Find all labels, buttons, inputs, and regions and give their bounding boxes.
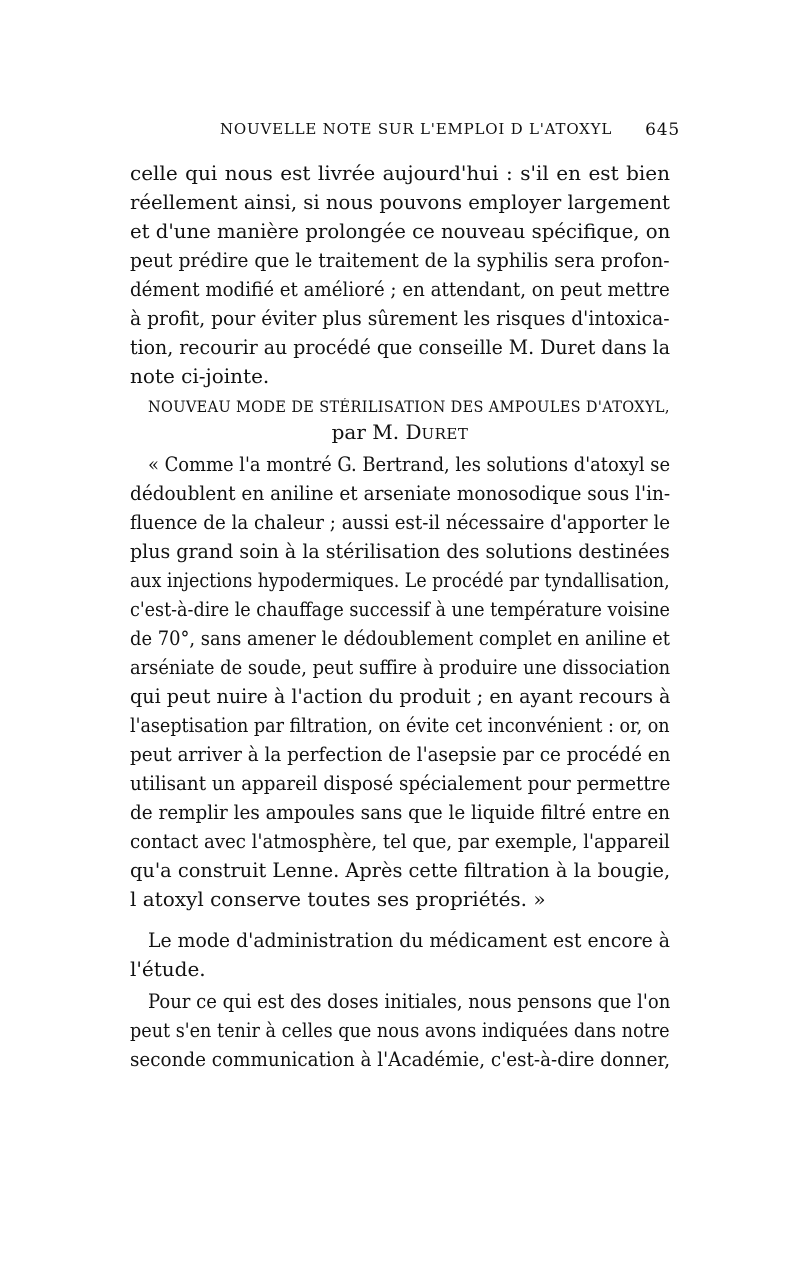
text-line: contact avec l'atmosphère, tel que, par exemple, l'appareil bbox=[130, 829, 670, 853]
text-line: peut prédire que le traitement de la syphilis sera profon- bbox=[130, 248, 670, 272]
text-line: utilisant un appareil disposé spécialement pour permettre bbox=[130, 771, 671, 795]
text-line: note ci-jointe. bbox=[130, 364, 270, 388]
text-line: seconde communication à l'Académie, c'est-à-dire donner, bbox=[130, 1047, 671, 1071]
text-line: et d'une manière prolongée ce nouveau spécifique, on bbox=[130, 219, 671, 243]
text-line: celle qui nous est livrée aujourd'hui : s'il en est bien bbox=[130, 161, 670, 185]
text-line: de remplir les ampoules sans que le liquide filtré entre en bbox=[130, 800, 670, 824]
text-line: peut s'en tenir à celles que nous avons indiquées dans notre bbox=[130, 1018, 670, 1042]
text-line: plus grand soin à la stérilisation des solutions destinées bbox=[130, 539, 670, 563]
text-line: Le mode d'administration du médicament est encore à bbox=[148, 928, 671, 952]
page-number: 645 bbox=[645, 120, 680, 140]
text-line: dédoublent en aniline et arseniate monosodique sous l'in- bbox=[130, 481, 671, 505]
text-line: c'est-à-dire le chauffage successif à une température voisine bbox=[130, 597, 670, 621]
text-line: arséniate de soude, peut suffire à produire une dissociation bbox=[130, 655, 671, 679]
text-line: à profit, pour éviter plus sûrement les risques d'intoxica- bbox=[130, 306, 670, 330]
text-line: de 70°, sans amener le dédoublement complet en aniline et bbox=[130, 626, 670, 650]
text-line: « Comme l'a montré G. Bertrand, les solutions d'atoxyl se bbox=[148, 452, 671, 476]
byline-prefix: par M. D bbox=[331, 420, 422, 444]
running-head bbox=[130, 120, 680, 144]
running-title: NOUVELLE NOTE SUR L'EMPLOI D L'ATOXYL bbox=[220, 120, 613, 138]
text-line: tion, recourir au procédé que conseille M. Duret dans la bbox=[130, 335, 670, 359]
text-line: peut arriver à la perfection de l'asepsie par ce procédé en bbox=[130, 742, 671, 766]
text-line: Pour ce qui est des doses initiales, nous pensons que l'on bbox=[148, 989, 671, 1013]
section-heading: NOUVEAU MODE DE STÉRILISATION DES AMPOULES D'ATOXYL, bbox=[148, 398, 670, 416]
section-byline bbox=[130, 417, 670, 447]
text-line: réellement ainsi, si nous pouvons employer largement bbox=[130, 190, 670, 214]
text-line: qu'a construit Lenne. Après cette filtration à la bougie, bbox=[130, 858, 671, 882]
text-line: aux injections hypodermiques. Le procédé par tyndallisation, bbox=[130, 568, 670, 592]
byline-smallcaps: URET bbox=[421, 425, 469, 443]
text-line: l'étude. bbox=[130, 957, 206, 981]
text-line: fluence de la chaleur ; aussi est-il nécessaire d'apporter le bbox=[130, 510, 671, 534]
text-line: dément modifié et amélioré ; en attendant, on peut mettre bbox=[130, 277, 670, 301]
text-line: l atoxyl conserve toutes ses propriétés. » bbox=[130, 887, 546, 911]
text-line: qui peut nuire à l'action du produit ; en ayant recours à bbox=[130, 684, 671, 708]
text-line: l'aseptisation par filtration, on évite cet inconvénient : or, on bbox=[130, 713, 670, 737]
